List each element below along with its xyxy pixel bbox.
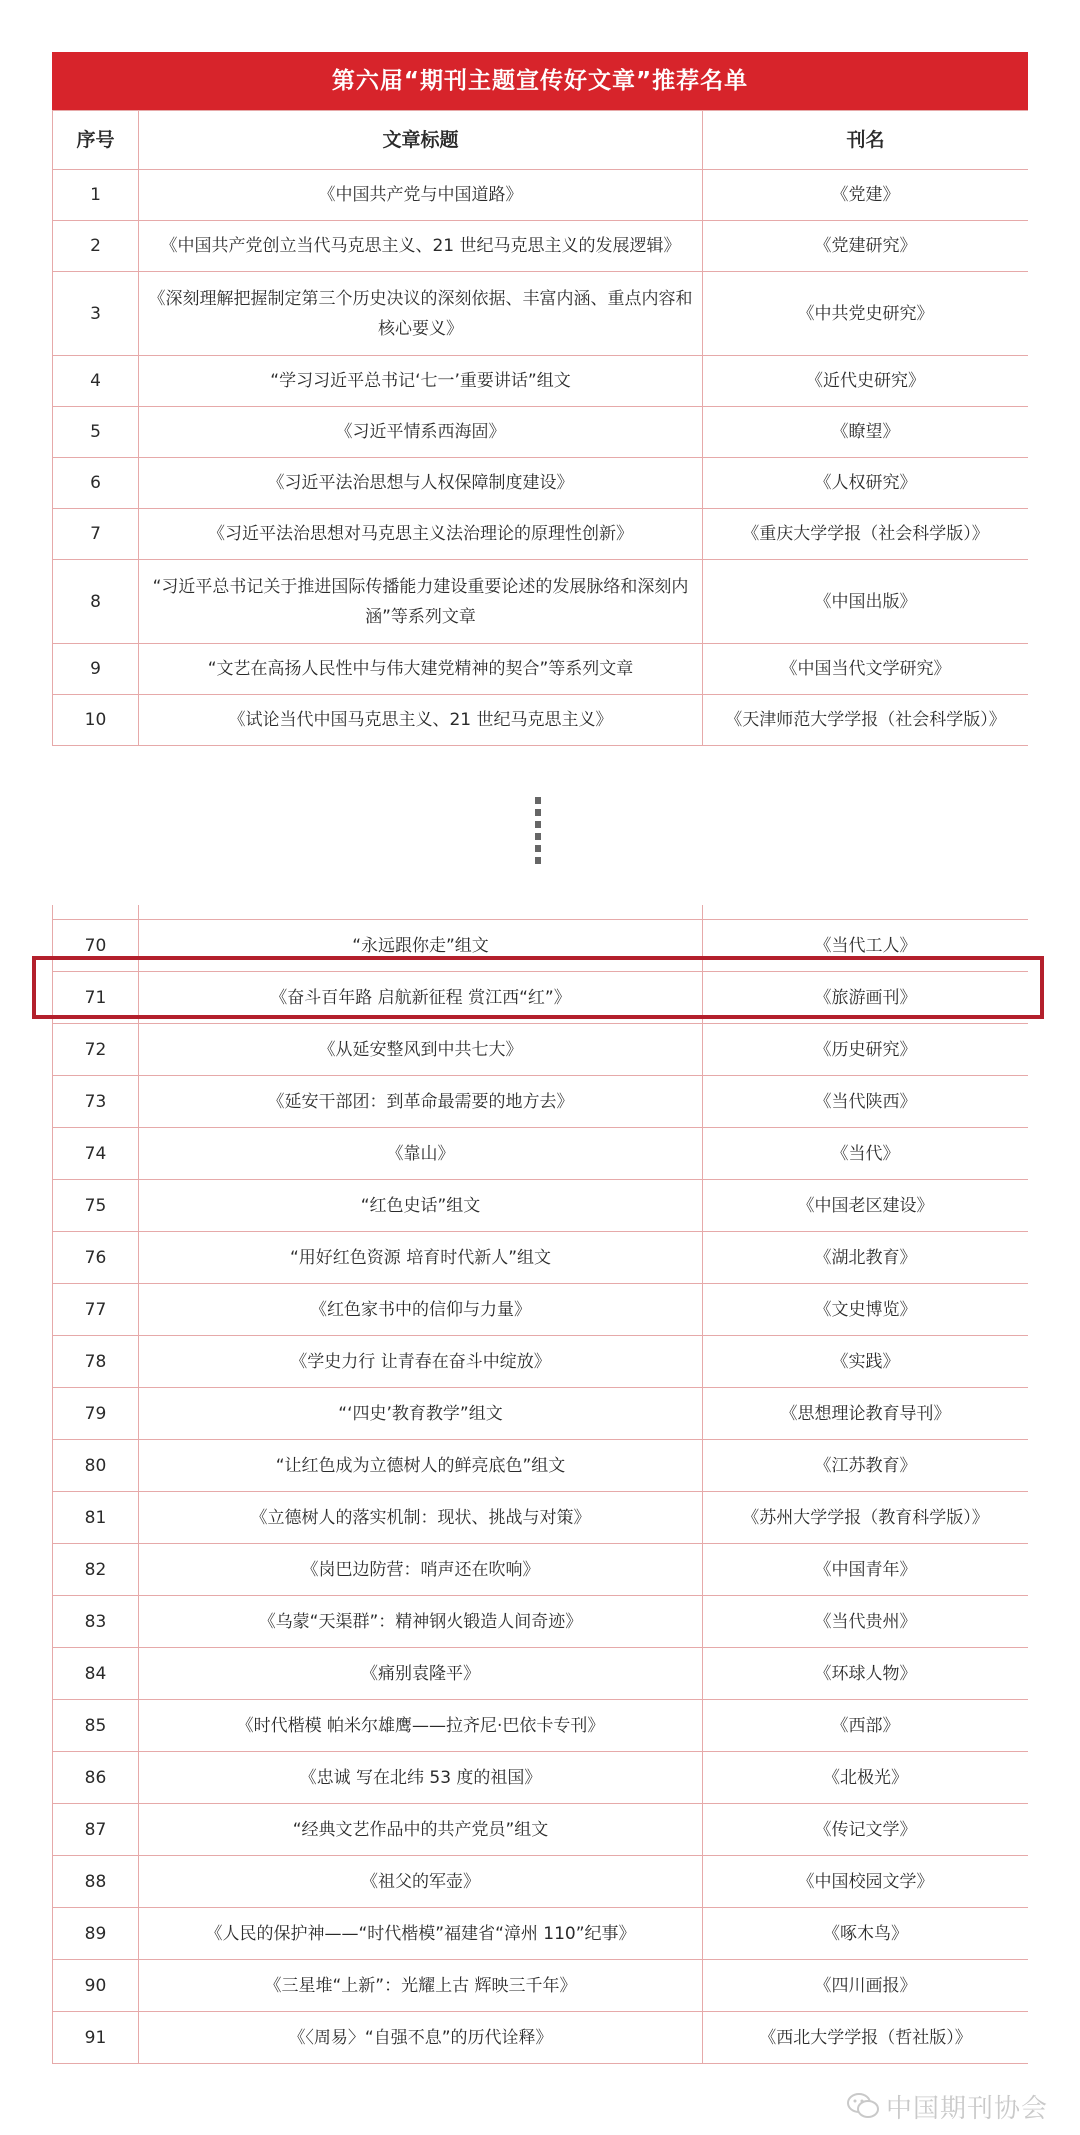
cell-article: 《乌蒙“天渠群”：精神钢火锻造人间奇迹》 [139,1596,703,1648]
cell-journal: 《当代贵州》 [703,1596,1029,1648]
cell-journal: 《啄木鸟》 [703,1908,1029,1960]
ellipsis-dot [535,833,541,840]
cell-journal: 《天津师范大学学报（社会科学版）》 [703,695,1029,746]
cell-article: 《习近平法治思想对马克思主义法治理论的原理性创新》 [139,509,703,560]
cell-journal: 《历史研究》 [703,1024,1029,1076]
cell-num: 91 [53,2012,139,2064]
cell-journal: 《党建》 [703,170,1029,221]
cell-article: “永远跟你走”组文 [139,920,703,972]
cell-journal: 《当代工人》 [703,920,1029,972]
cell-num: 9 [53,644,139,695]
table-row [53,1492,1029,1544]
cell-num: 85 [53,1700,139,1752]
table-row [53,560,1029,644]
cell-num: 86 [53,1752,139,1804]
cell-num: 89 [53,1908,139,1960]
cell-num: 78 [53,1336,139,1388]
table-title: 第六届“期刊主题宣传好文章”推荐名单 [52,52,1028,110]
cell-num: 10 [53,695,139,746]
cell-journal: 《重庆大学学报（社会科学版）》 [703,509,1029,560]
cell-article: 《岗巴边防营：哨声还在吹响》 [139,1544,703,1596]
cell-num [53,905,139,920]
cell-journal: 《党建研究》 [703,221,1029,272]
table-row [53,1908,1029,1960]
cell-num: 84 [53,1648,139,1700]
cell-num: 90 [53,1960,139,2012]
cell-article: 《习近平法治思想与人权保障制度建设》 [139,458,703,509]
cell-num: 8 [53,560,139,644]
cell-journal: 《当代陕西》 [703,1076,1029,1128]
table-row [53,1544,1029,1596]
table-row [53,1700,1029,1752]
table-row [53,1128,1029,1180]
ellipsis-dot [535,797,541,804]
cell-journal: 《人权研究》 [703,458,1029,509]
cell-num: 71 [53,972,139,1024]
cell-article: 《忠诚 写在北纬 53 度的祖国》 [139,1752,703,1804]
header-article: 文章标题 [139,111,703,170]
cell-journal: 《瞭望》 [703,407,1029,458]
cell-journal: 《中国出版》 [703,560,1029,644]
cell-num: 74 [53,1128,139,1180]
cell-journal: 《近代史研究》 [703,356,1029,407]
cell-num: 80 [53,1440,139,1492]
table-row [53,1024,1029,1076]
ellipsis-dot [535,809,541,816]
cell-article: 《祖父的军壶》 [139,1856,703,1908]
cell-journal: 《西部》 [703,1700,1029,1752]
cell-journal: 《中国校园文学》 [703,1856,1029,1908]
cell-article: 《立德树人的落实机制：现状、挑战与对策》 [139,1492,703,1544]
table-row [53,1284,1029,1336]
wechat-icon [846,2092,880,2120]
cell-journal: 《思想理论教育导刊》 [703,1388,1029,1440]
table-row [53,1336,1029,1388]
table-row [53,170,1029,221]
cell-article: 《深刻理解把握制定第三个历史决议的深刻依据、丰富内涵、重点内容和核心要义》 [139,272,703,356]
table-row-partial [53,905,1029,920]
cell-num: 77 [53,1284,139,1336]
cell-journal: 《文史博览》 [703,1284,1029,1336]
cell-article [139,905,703,920]
table-row [53,1648,1029,1700]
cell-num: 1 [53,170,139,221]
cell-journal: 《环球人物》 [703,1648,1029,1700]
table-row [53,1076,1029,1128]
cell-article: “让红色成为立德树人的鲜亮底色”组文 [139,1440,703,1492]
table-row [53,1960,1029,2012]
cell-num: 70 [53,920,139,972]
cell-article: 《〈周易〉“自强不息”的历代诠释》 [139,2012,703,2064]
cell-journal: 《旅游画刊》 [703,972,1029,1024]
cell-journal: 《西北大学学报（哲社版）》 [703,2012,1029,2064]
table-row [53,1596,1029,1648]
watermark-text: 中国期刊协会 [886,2093,1049,2124]
cell-num: 3 [53,272,139,356]
header-journal: 刊名 [703,111,1029,170]
cell-article: 《靠山》 [139,1128,703,1180]
cell-num: 7 [53,509,139,560]
ellipsis-dot [535,845,541,852]
cell-num: 73 [53,1076,139,1128]
cell-article: 《中国共产党与中国道路》 [139,170,703,221]
cell-journal: 《中国当代文学研究》 [703,644,1029,695]
cell-num: 6 [53,458,139,509]
cell-journal: 《传记文学》 [703,1804,1029,1856]
watermark [846,2086,1048,2126]
cell-article: 《红色家书中的信仰与力量》 [139,1284,703,1336]
cell-num: 75 [53,1180,139,1232]
table-row [53,2012,1029,2064]
cell-num: 83 [53,1596,139,1648]
cell-journal: 《中国青年》 [703,1544,1029,1596]
table-row [53,1180,1029,1232]
header-row [53,111,1029,170]
cell-journal: 《当代》 [703,1128,1029,1180]
table-row [53,1232,1029,1284]
cell-article: “‘四史’教育教学”组文 [139,1388,703,1440]
ellipsis-dot [535,821,541,828]
cell-num: 79 [53,1388,139,1440]
cell-journal: 《四川画报》 [703,1960,1029,2012]
cell-num: 5 [53,407,139,458]
row-71-highlight-box [32,956,1044,1019]
table-row [53,407,1029,458]
cell-num: 76 [53,1232,139,1284]
cell-article: “学习习近平总书记‘七一’重要讲话”组文 [139,356,703,407]
cell-article: 《中国共产党创立当代马克思主义、21 世纪马克思主义的发展逻辑》 [139,221,703,272]
cell-article: “习近平总书记关于推进国际传播能力建设重要论述的发展脉络和深刻内涵”等系列文章 [139,560,703,644]
cell-journal: 《中国老区建设》 [703,1180,1029,1232]
cell-journal: 《湖北教育》 [703,1232,1029,1284]
cell-num: 87 [53,1804,139,1856]
cell-journal: 《江苏教育》 [703,1440,1029,1492]
table-row [53,272,1029,356]
cell-journal: 《中共党史研究》 [703,272,1029,356]
cell-article: 《三星堆“上新”：光耀上古 辉映三千年》 [139,1960,703,2012]
cell-num: 72 [53,1024,139,1076]
cell-journal [703,905,1029,920]
ellipsis-dot [535,857,541,864]
recommendation-table-top [52,52,1028,759]
cell-article: 《人民的保护神——“时代楷模”福建省“漳州 110”纪事》 [139,1908,703,1960]
table-row [53,1804,1029,1856]
table-row [53,1440,1029,1492]
cell-num: 82 [53,1544,139,1596]
cell-num: 81 [53,1492,139,1544]
table-row [53,644,1029,695]
table-row [53,1752,1029,1804]
header-num: 序号 [53,111,139,170]
table-row [53,1856,1029,1908]
ellipsis-separator [534,797,542,865]
cell-article: “文艺在高扬人民性中与伟大建党精神的契合”等系列文章 [139,644,703,695]
cell-article: 《时代楷模 帕米尔雄鹰——拉齐尼·巴依卡专刊》 [139,1700,703,1752]
cell-article: 《习近平情系西海固》 [139,407,703,458]
cell-article: 《从延安整风到中共七大》 [139,1024,703,1076]
cell-article: 《试论当代中国马克思主义、21 世纪马克思主义》 [139,695,703,746]
cell-article: “用好红色资源 培育时代新人”组文 [139,1232,703,1284]
cell-num: 88 [53,1856,139,1908]
table-row [53,458,1029,509]
cell-journal: 《北极光》 [703,1752,1029,1804]
recommendation-table-bottom [52,905,1028,2085]
cell-article: “经典文艺作品中的共产党员”组文 [139,1804,703,1856]
table-row [53,356,1029,407]
cell-article: 《奋斗百年路 启航新征程 赏江西“红”》 [139,972,703,1024]
cell-article: 《学史力行 让青春在奋斗中绽放》 [139,1336,703,1388]
table-row [53,509,1029,560]
cell-article: “红色史话”组文 [139,1180,703,1232]
table-row [53,221,1029,272]
cell-num: 2 [53,221,139,272]
cell-journal: 《实践》 [703,1336,1029,1388]
cell-article: 《延安干部团：到革命最需要的地方去》 [139,1076,703,1128]
cell-num: 4 [53,356,139,407]
table-row [53,695,1029,746]
cell-journal: 《苏州大学学报（教育科学版）》 [703,1492,1029,1544]
cell-article: 《痛别袁隆平》 [139,1648,703,1700]
table-row [53,1388,1029,1440]
